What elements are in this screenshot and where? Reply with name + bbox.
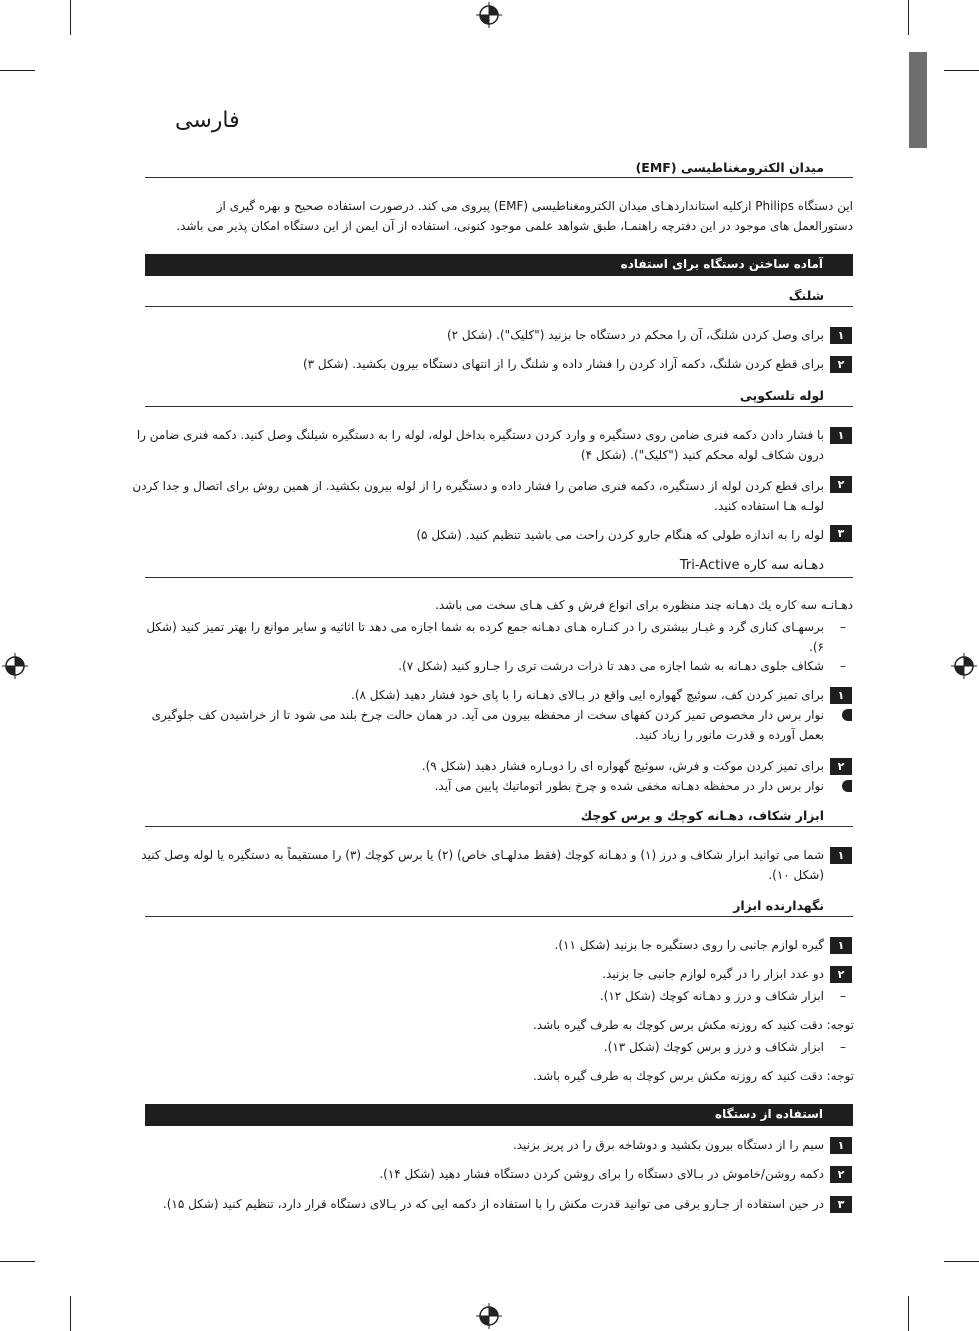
step-number: ۲	[830, 1166, 852, 1183]
crop-mark	[70, 0, 71, 35]
step-number: ۲	[830, 476, 852, 493]
nozzle-dash-1: – برسهـای کناری گرد و غبـار بیشتری را در کنـاره هـای دهـانه جمع کرده به شما اجازه می دهد تا اثاثیه و سایر موانع را بهتر تمیز کنید (شکل ۶).	[144, 617, 824, 657]
step-number: ۲	[830, 758, 852, 775]
crop-mark	[70, 1296, 71, 1331]
step-number: ۱	[830, 1137, 852, 1154]
divider	[145, 916, 853, 917]
step-number: ۲	[830, 356, 852, 373]
divider	[145, 826, 853, 827]
emf-paragraph: این دستگاه Philips ازکلیه استانداردهـای میدان الکترومغناطیسی (EMF) پیروی می کند. درصورت استفاده صحیح و بهره گیری از دستورالعمل های موجود در این دفترچه راهنمـا، طبق شواهد علمی موجود کنونی، استفاده از آن ایمن از این دستگاه امکان پذیر می باشد.	[176, 199, 853, 233]
registration-mark-icon	[951, 653, 977, 679]
nozzle-intro: دهـانـه سه کاره یك دهـانه چند منظوره برای انواع فرش و کف هـای سخت می باشد.	[435, 598, 853, 612]
step-number: ۳	[830, 525, 852, 542]
bullet-icon	[842, 709, 852, 721]
holder-step-1: گیره لوازم جانبی را روی دستگیره جا بزنید (شکل ۱۱).	[554, 938, 824, 952]
section-title-tube: لوله تلسکوپی	[739, 388, 824, 403]
hose-step-2: برای قطع کردن شلنگ، دکمه آزاد کردن را فشار داده و شلنگ را از انتهای دستگاه بیرون بکشید. (شکل ۳)	[302, 357, 824, 371]
divider	[145, 406, 853, 407]
hose-step-1: برای وصل کردن شلنگ، آن را محکم در دستگاه جا بزنید ("کلیک"). (شکل ۲)	[446, 328, 824, 342]
language-title: فارسی	[175, 108, 240, 133]
registration-mark-icon	[476, 1303, 502, 1329]
nozzle-step-1-result: نوار برس دار مخصوص تمیز کردن کفهای سخت از محفظه بیرون می آید. در همان حالت چرخ بلند می شود تا از خراشیدن کف جلوگیری بعمل آورده و قدرت مانور را زیاد کنید.	[151, 708, 824, 742]
step-number: ۱	[830, 937, 852, 954]
section-bar-prep	[145, 254, 853, 276]
tube-step-2: برای قطع کردن لوله از دستگیره، دکمه فنری ضامن را فشار داده و دستگیره را از لوله بیرون بکشید. از همین روش برای اتصال و جدا کردن لولـه هـا استفاده کنید.	[132, 479, 824, 513]
nozzle-step-2-result: نوار برس دار در محفظه دهـانه مخفی شده و چرخ بطور اتوماتیك پایین می آید.	[434, 779, 824, 793]
divider	[145, 306, 853, 307]
section-title-emf: میدان الکترومغناطیسی (EMF)	[635, 160, 824, 175]
holder-dash-1: – ابزار شکاف و درز و دهـانه کوچك (شکل ۱۲).	[124, 986, 824, 1006]
registration-mark-icon	[476, 2, 502, 28]
section-title-nozzle: دهـانه سه کاره Tri-Active	[679, 558, 824, 573]
crop-mark	[0, 70, 35, 71]
crop-mark	[944, 1261, 979, 1262]
divider	[145, 577, 853, 578]
section-title-hose: شلنگ	[788, 288, 824, 303]
step-number: ۲	[830, 966, 852, 983]
section-title-holder: نگهدارنده ابزار	[733, 898, 824, 913]
step-number: ۳	[830, 1196, 852, 1213]
step-number: ۱	[830, 427, 852, 444]
crop-mark	[908, 0, 909, 35]
crevice-step-1: شما می توانید ابزار شکاف و درز (۱) و دهـانه کوچك (فقط مدلهـای خاص) (۲) یا برس کوچك (۳) را مستقیماً به دستگیره یا لوله وصل کنید (شکل ۱۰).	[141, 848, 824, 882]
nozzle-step-2: برای تمیز کردن موکت و فرش، سوئیچ گهواره ای را دوبـاره فشار دهید (شکل ۹).	[421, 759, 824, 773]
step-number: ۱	[830, 847, 852, 864]
divider	[145, 177, 853, 178]
use-step-1: سیم را از دستگاه بیرون بکشید و دوشاخه برق را در پریز بزنید.	[512, 1138, 824, 1152]
holder-note-2: توجه: دقت کنید که روزنه مکش برس کوچك به طرف گیره باشد.	[532, 1069, 854, 1083]
crop-mark	[944, 70, 979, 71]
holder-dash-2: – ابزار شکاف و درز و برس کوچك (شکل ۱۳).	[124, 1037, 824, 1057]
holder-note-1: توجه: دقت کنید که روزنه مکش برس کوچك به طرف گیره باشد.	[532, 1018, 854, 1032]
use-step-2: دکمه روشن/خاموش در بـالای دستگاه را برای روشن کردن دستگاه فشار دهید (شکل ۱۴).	[379, 1167, 824, 1181]
bullet-icon	[842, 780, 852, 792]
section-title-crevice: ابزار شکاف، دهـانه کوچك و برس کوچك	[580, 808, 824, 823]
section-bar-title: آماده ساختن دستگاه برای استفاده	[620, 257, 823, 271]
section-bar-use	[145, 1104, 853, 1126]
section-bar-title: استفاده از دستگاه	[715, 1107, 823, 1121]
nozzle-step-1: برای تمیز کردن کف، سوئیچ گهواره ایی واقع در بـالای دهـانه را با پای خود فشار دهید (شکل ۸).	[351, 688, 824, 702]
crop-mark	[908, 1296, 909, 1331]
step-number: ۱	[830, 327, 852, 344]
nozzle-dash-2: – شکاف جلوی دهـانه به شما اجازه می دهد تا ذرات درشت تری را جـارو کنید (شکل ۷).	[124, 656, 824, 676]
holder-step-2: دو عدد ابزار را در گیره لوازم جانبی جا بزنید.	[602, 967, 824, 981]
step-number: ۱	[830, 687, 852, 704]
tube-step-3: لوله را به اندازه طولی که هنگام جارو کردن راحت می باشید تنظیم کنید. (شکل ۵)	[416, 528, 824, 542]
registration-mark-icon	[2, 653, 28, 679]
crop-mark	[0, 1261, 35, 1262]
use-step-3: در حین استفاده از جـارو برقی می توانید قدرت مکش را با استفاده از دکمه ایی که در بـالای دستگاه قرار دارد، تنظیم کنید (شکل ۱۵).	[162, 1197, 824, 1211]
language-tab	[909, 52, 927, 148]
tube-step-1: با فشار دادن دکمه فنری ضامن روی دستگیره و وارد کردن دستگیره بداخل لوله، لوله را به دستگیره شیلنگ وصل کنید. دکمه فنری ضامن را درون شکاف لوله محکم کنید ("کلیک"). (شکل ۴)	[136, 428, 824, 462]
